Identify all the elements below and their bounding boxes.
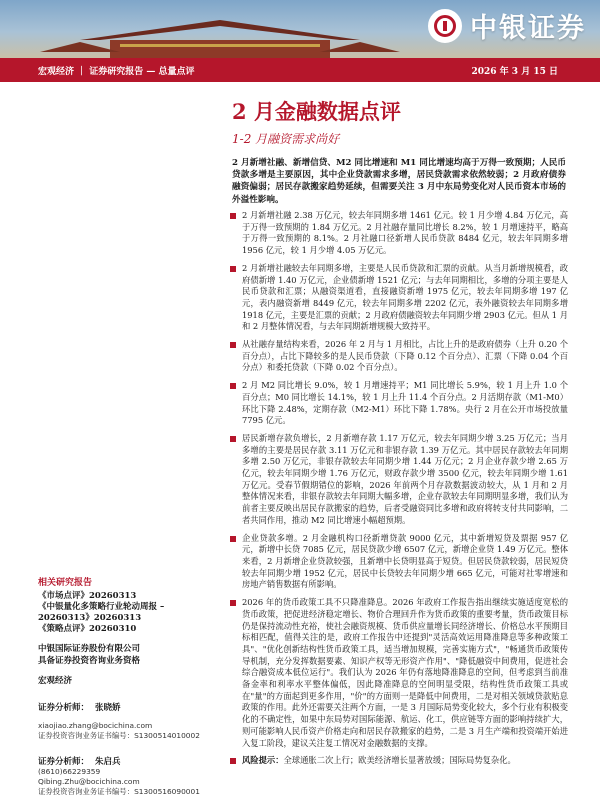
bullet-item: 2 月新增社融较去年同期多增，主要是人民币贷款和汇票的贡献。从当月新增规模看，政府债新增 1.40 万亿元，企业债新增 1521 亿元；与去年同期相比，多增的分项主要是人民币贷款和汇票；从融资渠道看，直接融资新增 1975 亿元，较去年同期多增 197 亿元，表内融资新增 8449 亿元，较去年同期多增 2202 亿元，表外融资较去年同期多增 1918 亿元，主要是汇票的贡献；2 月政府债融资较去年同期少增 2903 亿元。但从 1 月和 2 月整体情况看，与去年同期新增规模大致持平。 — [228, 263, 568, 333]
bullet-item: 2026 年的货币政策工具不只降准降息。2026 年政府工作报告指出继续实施适度宽松的货币政策，把促进经济稳定增长、物价合理回升作为货币政策的重要考量，货币政策目标仍是保持流动性充裕，使社会融资规模、货币供应量增长同经济增长、价格总水平预期目标相匹配，值得关注的是，政府工作报告中还提到"灵活高效运用降准降息等多种政策工具"、"优化创新结构性货币政策工具，适当增加规模，完善实施方式"，"畅通货币政策传导机制，充分发挥数据要素、知识产权等无形资产作用"、"降低融资中间费用，促进社会综合融资成本低位运行"。我们认为 2026 年仍有落地降准降息的空间，但考虑到当前准备金率和利率水平整体偏低，因此降准降息的空间明显受限，结构性货币政策工具或在"量"的方面起到更多作用，"价"的方面则一是降低中间费用，二是对相关领域贷款贴息政策的作用。此外还需要关注两个方面，一是 3 月国际局势变化较大，多个行业有积极变化的不确定性，如果中东局势对国际能源、航运、化工，供应链等方面的影响持续扩大，则可能影响人民币资产价格走向和居民存款搬家的趋势，二是 3 月生产端和投资端开始进入复工阶段，建议关注复工情况对金融数据的支撑。 — [228, 597, 568, 749]
bullet-square-icon — [230, 342, 236, 348]
analyst-1: 证券分析师： 张晓娇 — [38, 703, 121, 713]
risk-warning: 风险提示：全球通胀二次上行；欧美经济增长显著放缓；国际局势复杂化。 — [228, 755, 568, 767]
bullet-item: 居民新增存款负增长，2 月新增存款 1.17 万亿元，较去年同期少增 3.25 万亿元；当月多增的主要是居民存款 3.11 万亿元和非银存款 1.39 万亿元。其中居民存款较去年同期多增 2.50 万亿元，非银存款较去年同期少增 1.44 万亿元；2 月企业存款少增 2.65 万亿元，较去年同期少增 1.76 万亿元，财政存款少增 3500 亿元，较去年同期少增 1.61 万亿元。受春节假期错位的影响，2026 年前两个月存款数据波动较大，从 1 月和 2 月整体情况来看，非银存款较去年同期大幅多增，企业存款较去年同期明显多增，我们认为前者主要反映出居民存款搬家的趋势，后者受融资同比多增和政府将转支付共同影响，二者共同作用，推动 M2 同比增速小幅超预期。 — [228, 433, 568, 527]
report-category: 宏观经济 ｜ 证券研究报告 — 总量点评 — [38, 66, 195, 77]
left-sidebar — [38, 575, 218, 797]
company-name: 中银国际证券股份有限公司 — [38, 644, 141, 654]
analyst-2-cert: 证券投资咨询业务证书编号：S1300516090001 — [38, 787, 200, 796]
analyst-2: 证券分析师： 朱启兵 — [38, 757, 121, 767]
page-title: 2 月金融数据点评 — [232, 99, 401, 124]
analyst-1-email[interactable]: xiaojiao.zhang@bocichina.com — [38, 721, 153, 730]
bullet-item: 2 月 M2 同比增长 9.0%，较 1 月增速持平；M1 同比增长 5.9%，较 1 月上升 1.0 个百分点；M0 同比增长 14.1%，较 1 月上升 11.4 个百分点。2 月活期存款（M1-M0）环比下降 2.48%，定期存款（M2-M1）环比下降 1.78%。央行 2 月在公开市场投放量 7795 亿元。 — [228, 380, 568, 427]
bank-logo-icon — [428, 9, 462, 43]
sector-label: 宏观经济 — [38, 676, 73, 686]
brand-name: 中银证券 — [470, 13, 586, 44]
brand-logo — [428, 6, 586, 45]
page-subtitle: 1-2 月融资需求尚好 — [232, 132, 340, 146]
header-banner — [0, 0, 600, 58]
bullet-square-icon — [230, 383, 236, 389]
qualification: 具备证券投资咨询业务资格 — [38, 656, 141, 666]
analyst-2-phone: (8610)66229359 — [38, 767, 101, 776]
related-report-link[interactable]: 《中银量化多策略行业轮动周报 – 20260313》20260313 — [38, 602, 165, 623]
report-date: 2026 年 3 月 15 日 — [471, 66, 558, 77]
related-reports-heading: 相关研究报告 — [38, 578, 93, 588]
bullet-item: 从社融存量结构来看，2026 年 2 月与 1 月相比，占比上升的是政府债券（上升 0.20 个百分点），占比下降较多的是人民币贷款（下降 0.12 个百分点）、汇票（下降 0.04 个百分点）和委托贷款（下降 0.02 个百分点）。 — [228, 339, 568, 374]
summary-paragraph: 2 月新增社融、新增信贷、M2 同比增速和 M1 同比增速均高于万得一致预期；人民币贷款多增是主要原因，其中企业贷款需求多增，居民贷款需求依然较弱；2 月政府债券融资偏弱；居民存款搬家趋势延续，但需要关注 3 月中东局势变化对人民币资本市场的外溢性影响。 — [232, 158, 566, 205]
bullet-square-icon — [230, 266, 236, 272]
bullet-square-icon — [230, 436, 236, 442]
bullet-item: 2 月新增社融 2.38 万亿元，较去年同期多增 1461 亿元。较 1 月少增 4.84 万亿元，高于万得一致预期的 1.84 万亿元。2 月社融存量同比增长 8.2%，较 1 月增速持平，略高于万得一致预期的 8.1%。2 月社融口径新增人民币贷款 8484 亿元，较去年同期多增 1956 亿元，较 1 月少增 4.05 万亿元。 — [228, 210, 568, 257]
palace-roof-illustration — [40, 18, 400, 58]
bullet-square-icon — [230, 536, 236, 542]
bullet-square-icon — [230, 213, 236, 219]
related-report-link[interactable]: 《策略点评》20260310 — [38, 624, 137, 634]
bullet-item: 企业贷款多增。2 月金融机构口径新增贷款 9000 亿元，其中新增短贷及票据 957 亿元，新增中长贷 7085 亿元，居民贷款少增 6507 亿元，新增企业贷 1.49 万亿元。整体来看，2 月新增企业贷款较强，且新增中长贷明显高于短贷。但居民贷款较弱，居民短贷较去年同期少增 1952 亿元，居民中长贷较去年同期少增 665 亿元，可能对社零增速和房地产销售数据有所影响。 — [228, 533, 568, 592]
bullet-list — [228, 210, 568, 773]
report-header-strip — [0, 58, 600, 82]
bullet-square-icon — [230, 600, 236, 606]
analyst-1-cert: 证券投资咨询业务证书编号：S1300514010002 — [38, 731, 200, 740]
analyst-2-email[interactable]: Qibing.Zhu@bocichina.com — [38, 777, 140, 786]
related-report-link[interactable]: 《市场点评》20260313 — [38, 591, 137, 601]
bullet-square-icon — [230, 758, 236, 764]
